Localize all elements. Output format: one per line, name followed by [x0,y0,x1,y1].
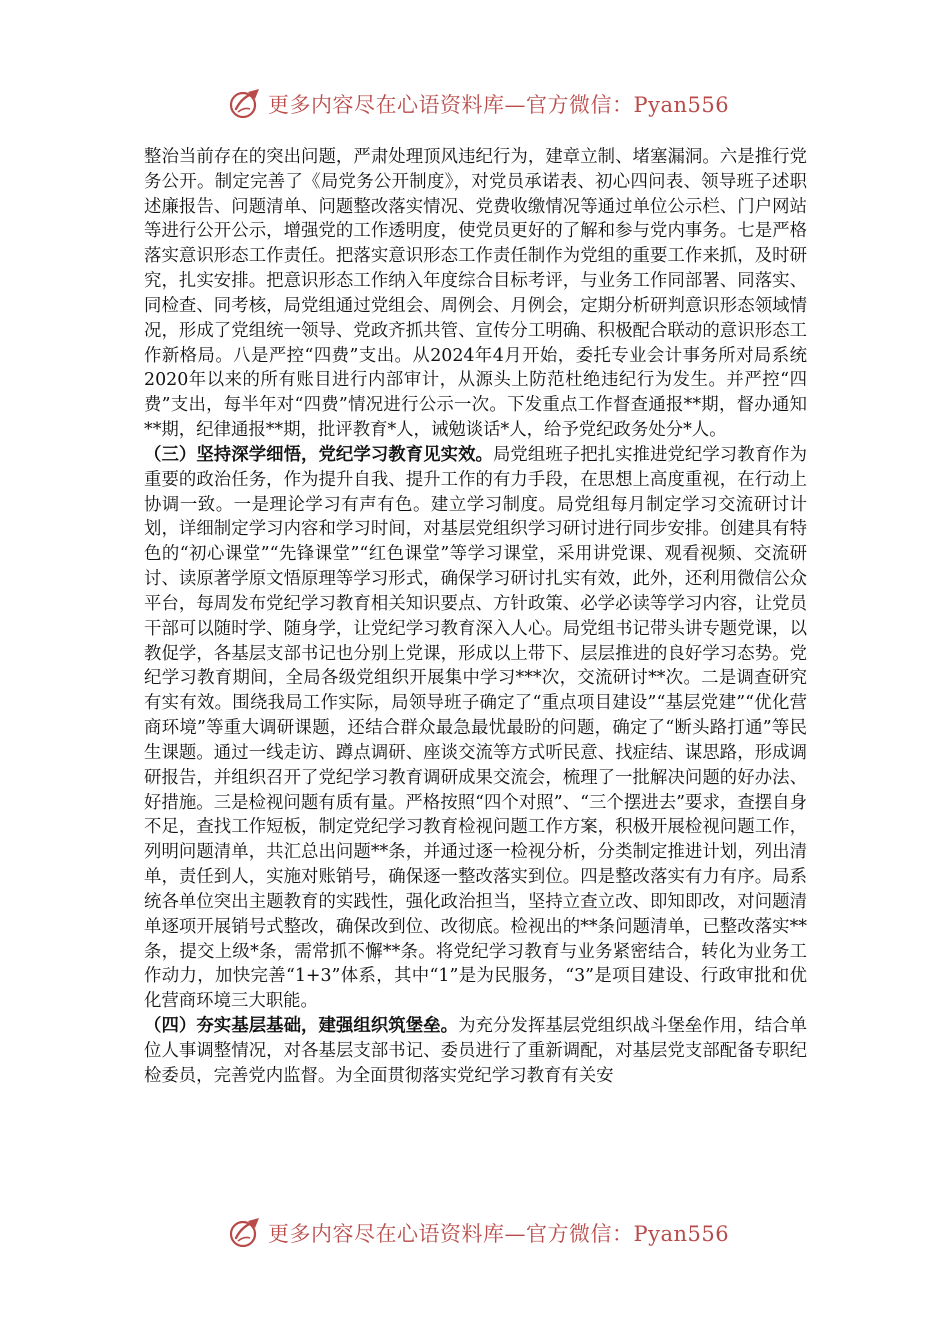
footer-watermark [228,1213,728,1253]
paragraph [144,145,807,443]
paragraph-text: 整治当前存在的突出问题，严肃处理顶风违纪行为，建章立制、堵塞漏洞。六是推行党务公开。制定完善了《局党务公开制度》，对党员承诺表、初心四问表、领导班子述职述廉报告、问题清单、问题整改落实情况、党费收缴情况等通过单位公示栏、门户网站等进行公开公示，增强党的工作透明度，使党员更好的了解和参与党内事务。七是严格落实意识形态工作责任。把落实意识形态工作责任制作为党组的重要工作来抓，及时研究，扎实安排。把意识形态工作纳入年度综合目标考评，与业务工作同部署、同落实、同检查、同考核，局党组通过党组会、周例会、月例会，定期分析研判意识形态领域情况，形成了党组统一领导、党政齐抓共管、宣传分工明确、积极配合联动的意识形态工作新格局。八是严控“四费”支出。从2024年4月开始，委托专业会计事务所对局系统2020年以来的所有账目进行内部审计，从源头上防范杜绝违纪行为发生。并严控“四费”支出，每半年对“四费”情况进行公示一次。下发重点工作督查通报**期，督办通知**期，纪律通报**期，批评教育*人，诫勉谈话*人，给予党纪政务处分*人。 [144,147,807,441]
pen-logo-icon [228,87,262,121]
pen-logo-icon [228,1216,262,1250]
paragraph [144,443,807,1014]
banner-text: 更多内容尽在心语资料库—官方微信：Pyan556 [268,93,730,117]
body-text [144,145,807,1088]
paragraph-text: 为充分发挥基层党组织战斗堡垒作用，结合单位人事调整情况，对各基层支部书记、委员进行了重新调配，对基层党支部配备专职纪检委员，完善党内监督。为全面贯彻落实党纪学习教育有关安 [144,1015,807,1086]
banner-text: 更多内容尽在心语资料库—官方微信：Pyan556 [268,1222,730,1246]
section-heading: （四）夯实基层基础，建强组织筑堡垒。 [144,1015,459,1036]
section-heading: （三）坚持深学细悟，党纪学习教育见实效。 [144,444,493,465]
paragraph [144,1014,807,1088]
header-watermark [228,84,728,124]
paragraph-text: 局党组班子把扎实推进党纪学习教育作为重要的政治任务，作为提升自我、提升工作的有力手段，在思想上高度重视，在行动上协调一致。一是理论学习有声有色。建立学习制度。局党组每月制定学习交流研讨计划，详细制定学习内容和学习时间，对基层党组织学习研讨进行同步安排。创建具有特色的“初心课堂”“先锋课堂”“红色课堂”等学习课堂，采用讲党课、观看视频、交流研讨、读原著学原文悟原理等学习形式，确保学习研讨扎实有效，此外，还利用微信公众平台，每周发布党纪学习教育相关知识要点、方针政策、必学必读等学习内容，让党员干部可以随时学、随身学，让党纪学习教育深入人心。局党组书记带头讲专题党课，以教促学，各基层支部书记也分别上党课，形成以上带下、层层推进的良好学习态势。党纪学习教育期间，全局各级党组织开展集中学习***次，交流研讨**次。二是调查研究有实有效。围绕我局工作实际，局领导班子确定了“重点项目建设”“基层党建”“优化营商环境”等重大调研课题，还结合群众最急最忧最盼的问题，确定了“断头路打通”等民生课题。通过一线走访、蹲点调研、座谈交流等方式听民意、找症结、谋思路，形成调研报告，并组织召开了党纪学习教育调研成果交流会，梳理了一批解决问题的好办法、好措施。三是检视问题有质有量。严格按照“四个对照”、“三个摆进去”要求，查摆自身不足，查找工作短板，制定党纪学习教育检视问题工作方案，积极开展检视问题工作，列明问题清单，共汇总出问题**条，并通过逐一检视分析，分类制定推进计划，列出清单，责任到人，实施对账销号，确保逐一整改落实到位。四是整改落实有力有序。局系统各单位突出主题教育的实践性，强化政治担当，坚持立查立改、即知即改，对问题清单逐项开展销号式整改，确保改到位、改彻底。检视出的**条问题清单，已整改落实**条，提交上级*条，需常抓不懈**条。将党纪学习教育与业务紧密结合，转化为业务工作动力，加快完善“1+3”体系，其中“1”是为民服务，“3”是项目建设、行政审批和优化营商环境三大职能。 [144,444,807,1012]
